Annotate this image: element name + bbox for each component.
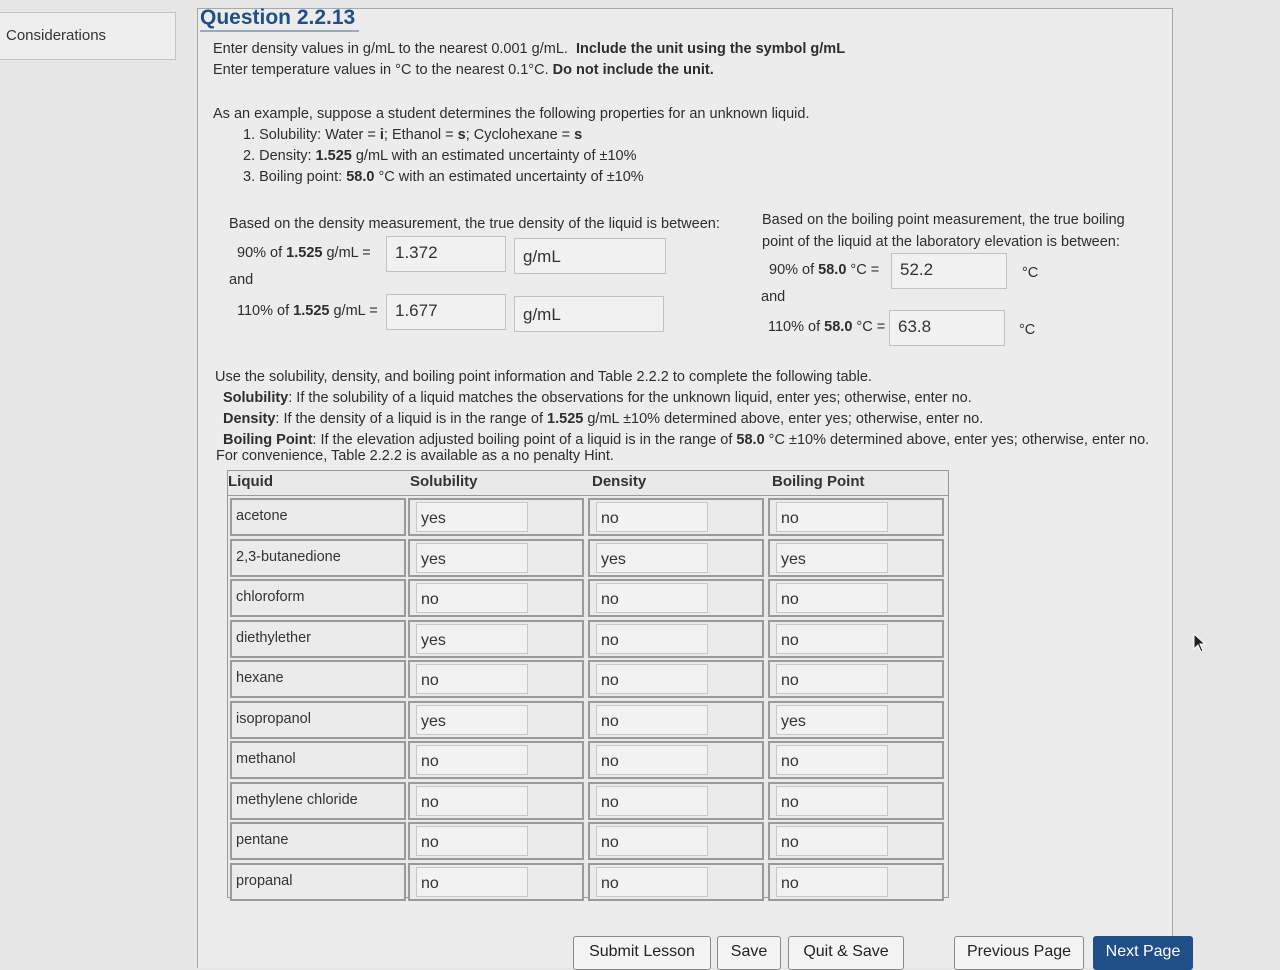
solubility-input[interactable]: no <box>416 867 528 897</box>
solubility-cell <box>408 701 584 739</box>
solubility-cell <box>408 498 584 536</box>
quit-save-button[interactable]: Quit & Save <box>788 936 904 970</box>
boiling-point-input[interactable]: no <box>776 826 888 856</box>
boiling-point-input[interactable]: yes <box>776 543 888 573</box>
boiling-point-input[interactable]: no <box>776 583 888 613</box>
example-density: 2. Density: 1.525 g/mL with an estimated uncertainty of ±10% <box>243 148 637 164</box>
hint-note: For convenience, Table 2.2.2 is available as a no penalty Hint. <box>216 448 614 464</box>
temperature-instruction: Enter temperature values in °C to the nearest 0.1°C. Do not include the unit. <box>213 62 714 78</box>
density-input[interactable]: no <box>596 745 708 775</box>
density-cell <box>588 620 764 658</box>
boiling-low-input[interactable]: 52.2 <box>891 253 1007 289</box>
density-input[interactable]: no <box>596 786 708 816</box>
density-input[interactable]: no <box>596 826 708 856</box>
density-cell <box>588 539 764 577</box>
density-input[interactable]: no <box>596 705 708 735</box>
density-cell <box>588 863 764 901</box>
question-title: Question 2.2.13 <box>200 6 359 32</box>
density-cell <box>588 782 764 820</box>
density-high-label: 110% of 1.525 g/mL = <box>237 303 378 319</box>
density-and: and <box>229 272 254 288</box>
solubility-cell <box>408 863 584 901</box>
density-low-unit-input[interactable]: g/mL <box>514 238 666 274</box>
density-cell <box>588 498 764 536</box>
density-high-input[interactable]: 1.677 <box>386 294 506 330</box>
sidebar-item-considerations[interactable] <box>0 12 176 60</box>
table-instruction: Use the solubility, density, and boiling point information and Table 2.2.2 to complete the following table. <box>215 369 872 385</box>
density-instruction: Enter density values in g/mL to the nearest 0.001 g/mL. Include the unit using the symbol g/mL <box>213 41 846 57</box>
header-solubility: Solubility <box>410 473 478 490</box>
boiling-point-input[interactable]: no <box>776 786 888 816</box>
liquid-name-cell: acetone <box>230 498 406 536</box>
boiling-point-cell <box>768 579 944 617</box>
density-cell <box>588 660 764 698</box>
density-rule: Density: If the density of a liquid is in the range of 1.525 g/mL ±10% determined above, enter yes; otherwise, enter no. <box>223 411 984 427</box>
solubility-cell <box>408 782 584 820</box>
boiling-and: and <box>761 289 786 305</box>
boiling-point-input[interactable]: no <box>776 745 888 775</box>
boiling-high-unit: °C <box>1019 322 1036 338</box>
density-cell <box>588 822 764 860</box>
boiling-point-rule: Boiling Point: If the elevation adjusted boiling point of a liquid is in the range of 58.0 °C ±10% determined above, enter yes; otherwise, enter no. <box>223 432 1150 448</box>
liquid-name-cell: diethylether <box>230 620 406 658</box>
solubility-cell <box>408 822 584 860</box>
solubility-cell <box>408 579 584 617</box>
liquid-name-cell: chloroform <box>230 579 406 617</box>
header-density: Density <box>592 473 647 490</box>
boiling-point-input[interactable]: no <box>776 664 888 694</box>
solubility-input[interactable]: yes <box>416 705 528 735</box>
liquid-name-cell: methylene chloride <box>230 782 406 820</box>
density-input[interactable]: no <box>596 867 708 897</box>
solubility-input[interactable]: no <box>416 826 528 856</box>
solubility-input[interactable]: no <box>416 745 528 775</box>
solubility-cell <box>408 620 584 658</box>
header-boiling-point: Boiling Point <box>772 473 865 490</box>
example-solubility: 1. Solubility: Water = i; Ethanol = s; Cyclohexane = s <box>243 127 583 143</box>
boiling-point-input[interactable]: no <box>776 624 888 654</box>
previous-page-button[interactable]: Previous Page <box>954 936 1084 970</box>
boiling-point-input[interactable]: no <box>776 502 888 532</box>
boiling-point-cell <box>768 539 944 577</box>
solubility-input[interactable]: yes <box>416 543 528 573</box>
density-cell <box>588 741 764 779</box>
boiling-intro-line1: Based on the boiling point measurement, the true boiling <box>762 212 1125 228</box>
liquid-name-cell: 2,3-butanedione <box>230 539 406 577</box>
liquid-name-cell: methanol <box>230 741 406 779</box>
save-button[interactable]: Save <box>717 936 781 970</box>
boiling-intro-line2: point of the liquid at the laboratory elevation is between: <box>762 234 1120 250</box>
density-cell <box>588 579 764 617</box>
solubility-cell <box>408 741 584 779</box>
sidebar-item-label: Considerations <box>6 27 107 44</box>
boiling-high-label: 110% of 58.0 °C = <box>768 319 886 335</box>
liquids-table <box>227 470 949 898</box>
density-intro: Based on the density measurement, the true density of the liquid is between: <box>229 216 720 232</box>
solubility-input[interactable]: yes <box>416 502 528 532</box>
boiling-point-cell <box>768 620 944 658</box>
liquid-name-cell: isopropanol <box>230 701 406 739</box>
boiling-point-cell <box>768 701 944 739</box>
boiling-point-cell <box>768 498 944 536</box>
density-input[interactable]: yes <box>596 543 708 573</box>
solubility-input[interactable]: no <box>416 664 528 694</box>
liquid-name-cell: hexane <box>230 660 406 698</box>
example-boiling-point: 3. Boiling point: 58.0 °C with an estimated uncertainty of ±10% <box>243 169 644 185</box>
boiling-point-cell <box>768 741 944 779</box>
density-cell <box>588 701 764 739</box>
boiling-low-unit: °C <box>1022 265 1039 281</box>
next-page-button[interactable]: Next Page <box>1093 936 1193 970</box>
solubility-cell <box>408 539 584 577</box>
density-low-input[interactable]: 1.372 <box>386 236 506 272</box>
solubility-cell <box>408 660 584 698</box>
liquid-name-cell: pentane <box>230 822 406 860</box>
solubility-input[interactable]: no <box>416 583 528 613</box>
boiling-point-cell <box>768 782 944 820</box>
example-intro: As an example, suppose a student determines the following properties for an unknown liquid. <box>213 106 810 122</box>
boiling-high-input[interactable]: 63.8 <box>889 310 1005 346</box>
solubility-rule: Solubility: If the solubility of a liquid matches the observations for the unknown liquid, enter yes; otherwise, enter no. <box>223 390 972 406</box>
boiling-point-cell <box>768 822 944 860</box>
density-low-label: 90% of 1.525 g/mL = <box>237 245 371 261</box>
header-liquid: Liquid <box>228 473 273 490</box>
liquid-name-cell: propanal <box>230 863 406 901</box>
mouse-cursor-icon <box>1193 633 1207 653</box>
boiling-point-input[interactable]: yes <box>776 705 888 735</box>
boiling-point-cell <box>768 660 944 698</box>
submit-lesson-button[interactable]: Submit Lesson <box>573 936 711 970</box>
density-input[interactable]: no <box>596 624 708 654</box>
density-input[interactable]: no <box>596 583 708 613</box>
boiling-point-cell <box>768 863 944 901</box>
boiling-point-input[interactable]: no <box>776 867 888 897</box>
density-input[interactable]: no <box>596 502 708 532</box>
density-high-unit-input[interactable]: g/mL <box>514 296 664 332</box>
density-input[interactable]: no <box>596 664 708 694</box>
boiling-low-label: 90% of 58.0 °C = <box>769 262 880 278</box>
solubility-input[interactable]: yes <box>416 624 528 654</box>
solubility-input[interactable]: no <box>416 786 528 816</box>
